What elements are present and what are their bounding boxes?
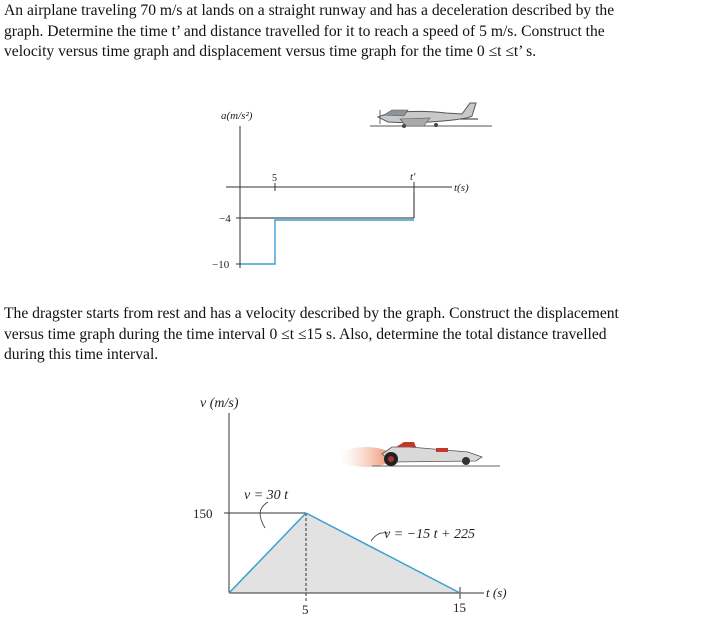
problem-1-line-2: graph. Determine the time t’ and distance travelled for it to reach a speed of 5 m/s. Construct the <box>4 22 605 40</box>
fig2-y-axis-label: v (m/s) <box>200 396 239 411</box>
fig1-t-axis-label: t(s) <box>454 182 469 194</box>
fig1-tick-tprime-label: t′ <box>410 171 416 183</box>
problem-1-line-3: velocity versus time graph and displacement versus time graph for the time 0 ≤t ≤t’ s. <box>4 43 537 60</box>
fig2-t-axis-label: t (s) <box>486 585 507 600</box>
fig1-y-axis-label: a(m/s²) <box>221 110 253 122</box>
dragster-icon <box>340 442 500 467</box>
figure-2-velocity-graph <box>193 396 507 617</box>
fig2-eq-falling-label: v = −15 t + 225 <box>384 527 475 542</box>
fig1-tick-minus4-label: −4 <box>219 213 231 225</box>
fig1-tick-5-label: 5 <box>272 173 277 184</box>
fig2-tick-15-label: 15 <box>453 600 466 615</box>
fig2-eq-rising-leader <box>260 502 268 528</box>
fig2-tick-5-label: 5 <box>302 602 309 617</box>
fig1-acceleration-curve <box>241 220 414 264</box>
figure-1-acceleration-graph <box>212 110 469 271</box>
airplane-icon <box>370 103 492 128</box>
fig2-eq-rising-label: v = 30 t <box>244 488 289 503</box>
problem-1-line-1: An airplane traveling 70 m/s at lands on a straight runway and has a deceleration described by the <box>4 2 615 19</box>
fig2-tick-150-label: 150 <box>193 506 213 521</box>
problem-2-line-2: versus time graph during the time interval 0 ≤t ≤15 s. Also, determine the total distance travelled <box>4 325 607 343</box>
problem-2-line-1: The dragster starts from rest and has a velocity described by the graph. Construct the displacement <box>4 305 619 322</box>
fig1-tick-minus10-label: −10 <box>212 259 230 271</box>
problem-2-line-3: during this time interval. <box>4 346 159 363</box>
